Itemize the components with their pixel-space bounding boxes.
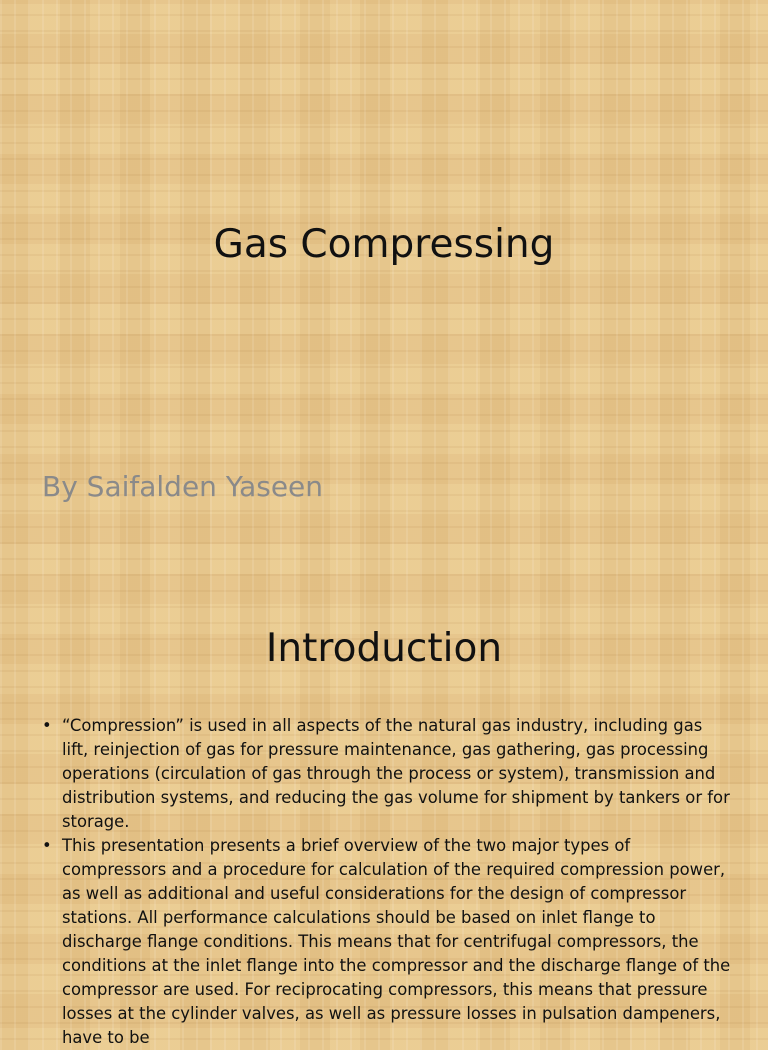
introduction-heading: Introduction [265, 626, 503, 671]
slide-subtitle: By Saifalden Yaseen [42, 470, 324, 503]
bullet-item [42, 834, 732, 1050]
bullet-list [42, 714, 732, 1050]
bullet-item [42, 714, 732, 834]
bullet-icon: • [42, 836, 52, 855]
introduction-slide [0, 576, 768, 1047]
bullet-text: This presentation presents a brief overview of the two major types of compressors and a procedure for calculation of the required compression power, as well as additional and useful considerations for the design of compressor stations. All performance calculations should be based on inlet flange to discharge flange conditions. This means that for centrifugal compressors, the conditions at the inlet flange into the compressor and the discharge flange of the compressor are used. For reciprocating compressors, this means that pressure losses at the cylinder valves, as well as pressure losses in pulsation dampeners, have to be [62, 836, 731, 1047]
bullet-text: “Compression” is used in all aspects of the natural gas industry, including gas lift, reinjection of gas for pressure maintenance, gas gathering, gas processing operations (circulation of gas through the process or system), transmission and distribution systems, and reducing the gas volume for shipment by tankers or for storage. [62, 716, 730, 831]
slide-title: Gas Compressing [213, 222, 555, 267]
bullet-icon: • [42, 716, 52, 735]
